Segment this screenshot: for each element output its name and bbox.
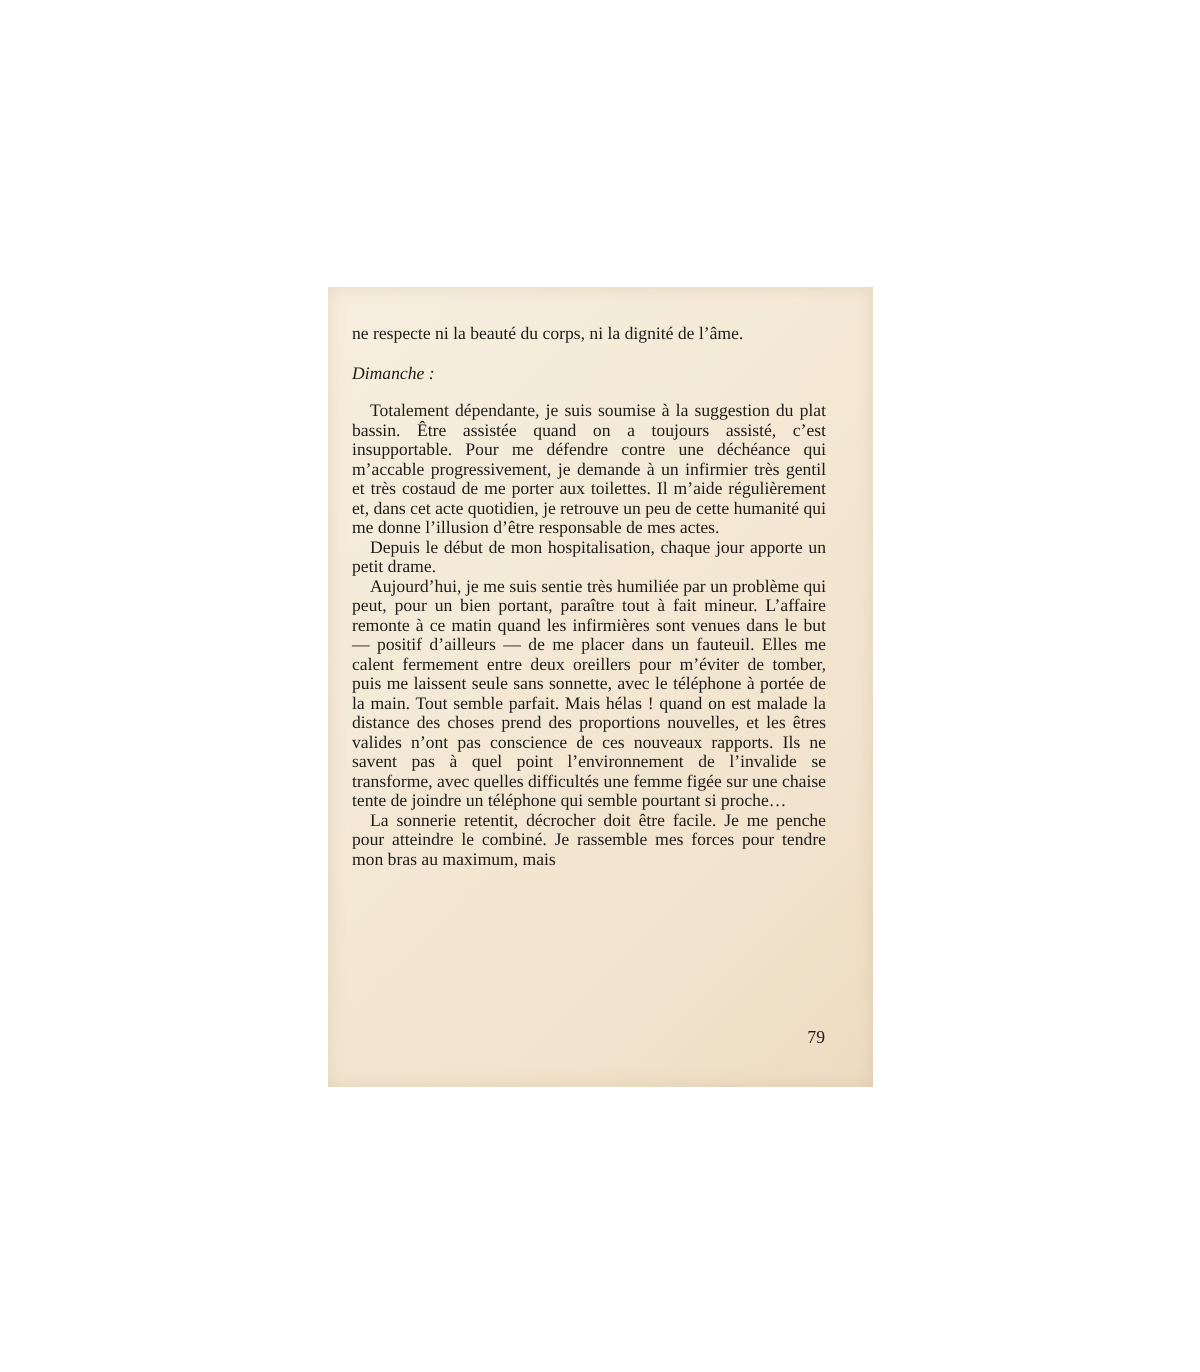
paragraph-continuation: ne respecte ni la beauté du corps, ni la dignité de l’âme. — [352, 323, 744, 343]
book-page — [328, 287, 873, 1087]
paragraph: Aujourd’hui, je me suis sentie très humiliée par un problème qui peut, pour un bien portant, paraître tout à fait mineur. L’affaire remonte à ce matin quand les infirmières sont venues dans le but — positif d’ailleurs — de me placer dans un fauteuil. Elles me calent fermement entre deux oreillers pour m’éviter de tomber, puis me laissent seule sans sonnette, avec le téléphone à portée de la main. Tout semble parfait. Mais hélas ! quand on est malade la distance des choses prend des proportions nouvelles, et les êtres valides n’ont pas conscience de ces nouveaux rapports. Ils ne savent pas à quel point l’environnement de l’invalide se transforme, avec quelles difficultés une femme figée sur une chaise tente de joindre un téléphone qui semble pourtant si proche… — [352, 575, 826, 810]
page-text — [352, 324, 826, 869]
paragraph: La sonnerie retentit, décrocher doit être facile. Je me penche pour atteindre le combiné. Je rassemble mes forces pour tendre mon bras au maximum, mais — [352, 809, 826, 869]
spacer — [352, 344, 826, 364]
paragraph: Depuis le début de mon hospitalisation, chaque jour apporte un petit drame. — [352, 536, 826, 576]
paragraph: Totalement dépendante, je suis soumise à la suggestion du plat bassin. Être assistée quand on a toujours assisté, c’est insupportable. Pour me défendre contre une déchéance qui m’accable progressivement, je demande à un infirmier très gentil et très costaud de me porter aux toilettes. Il m’aide régulièrement et, dans cet acte quotidien, je retrouve un peu de cette humanité qui me donne l’illusion d’être responsable de mes actes. — [352, 400, 826, 537]
section-heading-dimanche: Dimanche : — [352, 362, 435, 383]
spacer — [352, 383, 826, 401]
page-number: 79 — [807, 1027, 825, 1047]
